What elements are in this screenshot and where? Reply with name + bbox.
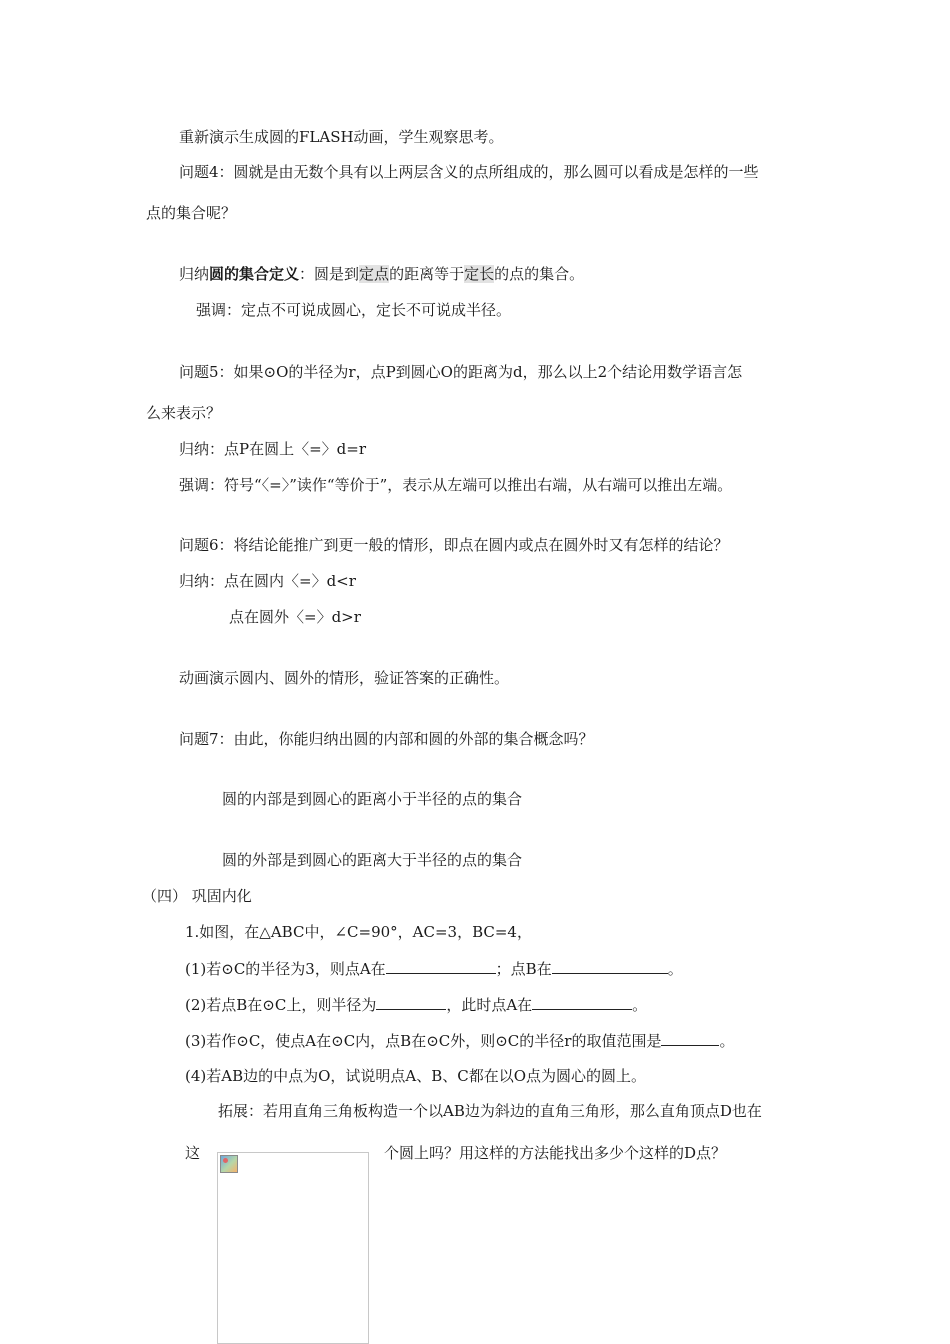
exercise-1-part4: (4)若AB边的中点为O，试说明点A、B、C都在以O点为圆心的圆上。 — [185, 1067, 647, 1085]
question-5-line1: 问题5：如果⊙O的半径为r，点P到圆心O的距离为d，那么以上2个结论用数学语言怎 — [179, 363, 743, 381]
ex1-1-text-c: 。 — [667, 960, 683, 978]
def-end: 的点的集合。 — [494, 265, 585, 283]
answer-blank[interactable] — [661, 1030, 719, 1046]
ex1-1-text-b: ；点B在 — [495, 960, 552, 978]
ex1-3-text-b: 。 — [719, 1032, 735, 1050]
def-prefix: 归纳 — [179, 265, 210, 283]
section-heading: （四） 巩固内化 — [142, 887, 252, 905]
outer-set-definition: 圆的外部是到圆心的距离大于半径的点的集合 — [222, 851, 523, 869]
answer-blank[interactable] — [532, 994, 632, 1010]
def-highlight-fixed-point: 定点 — [359, 265, 390, 283]
ex1-1-text-a: (1)若⊙C的半径为3，则点A在 — [185, 960, 386, 978]
ex1-2-text-a: (2)若点B在⊙C上，则半径为 — [185, 996, 377, 1014]
answer-blank[interactable] — [386, 958, 496, 974]
inner-set-definition: 圆的内部是到圆心的距离小于半径的点的集合 — [222, 790, 523, 808]
text-flash-demo: 重新演示生成圆的FLASH动画，学生观察思考。 — [179, 128, 504, 146]
ex1-3-text-a: (3)若作⊙C，使点A在⊙C内，点B在⊙C外，则⊙C的半径r的取值范围是 — [185, 1032, 662, 1050]
extension-line1: 拓展：若用直角三角板构造一个以AB边为斜边的直角三角形，那么直角顶点D也在 — [218, 1102, 762, 1120]
conclusion-on-circle: 归纳：点P在圆上〈=〉d=r — [179, 440, 367, 458]
answer-blank[interactable] — [552, 958, 668, 974]
exercise-1: 1.如图，在△ABC中，∠C=90°，AC=3，BC=4， — [185, 923, 532, 941]
emphasis-2: 强调：符号“〈=〉”读作“等价于”，表示从左端可以推出右端，从右端可以推出左端。 — [179, 476, 733, 494]
ex1-2-text-b: ，此时点A在 — [446, 996, 533, 1014]
question-4-line1: 问题4：圆就是由无数个具有以上两层含义的点所组成的，那么圆可以看成是怎样的一些 — [179, 163, 759, 181]
def-highlight-fixed-length: 定长 — [464, 265, 495, 283]
exercise-1-part2 — [185, 994, 647, 1015]
def-bold-term: 圆的集合定义 — [209, 265, 300, 283]
triangle-figure-placeholder — [217, 1152, 369, 1344]
question-7: 问题7：由此，你能归纳出圆的内部和圆的外部的集合概念吗？ — [179, 730, 594, 748]
conclusion-outside: 点在圆外〈=〉d>r — [229, 608, 361, 626]
conclusion-inside: 归纳：点在圆内〈=〉d<r — [179, 572, 356, 590]
broken-image-icon — [220, 1155, 238, 1173]
extension-line2-start: 这 — [185, 1144, 201, 1162]
exercise-1-part1 — [185, 958, 683, 979]
exercise-1-part3 — [185, 1030, 734, 1051]
animation-demo: 动画演示圆内、圆外的情形，验证答案的正确性。 — [179, 669, 510, 687]
question-5-line2: 么来表示？ — [146, 404, 222, 422]
question-6: 问题6：将结论能推广到更一般的情形，即点在圆内或点在圆外时又有怎样的结论？ — [179, 536, 729, 554]
ex1-2-text-c: 。 — [632, 996, 648, 1014]
circle-set-definition — [179, 264, 584, 284]
question-4-line2: 点的集合呢？ — [146, 204, 237, 222]
def-mid1: ：圆是到 — [299, 265, 360, 283]
answer-blank[interactable] — [376, 994, 446, 1010]
emphasis-1: 强调：定点不可说成圆心，定长不可说成半径。 — [196, 301, 512, 319]
extension-line2-end: 个圆上吗？用这样的方法能找出多少个这样的D点？ — [384, 1144, 727, 1162]
def-mid2: 的距离等于 — [389, 265, 465, 283]
